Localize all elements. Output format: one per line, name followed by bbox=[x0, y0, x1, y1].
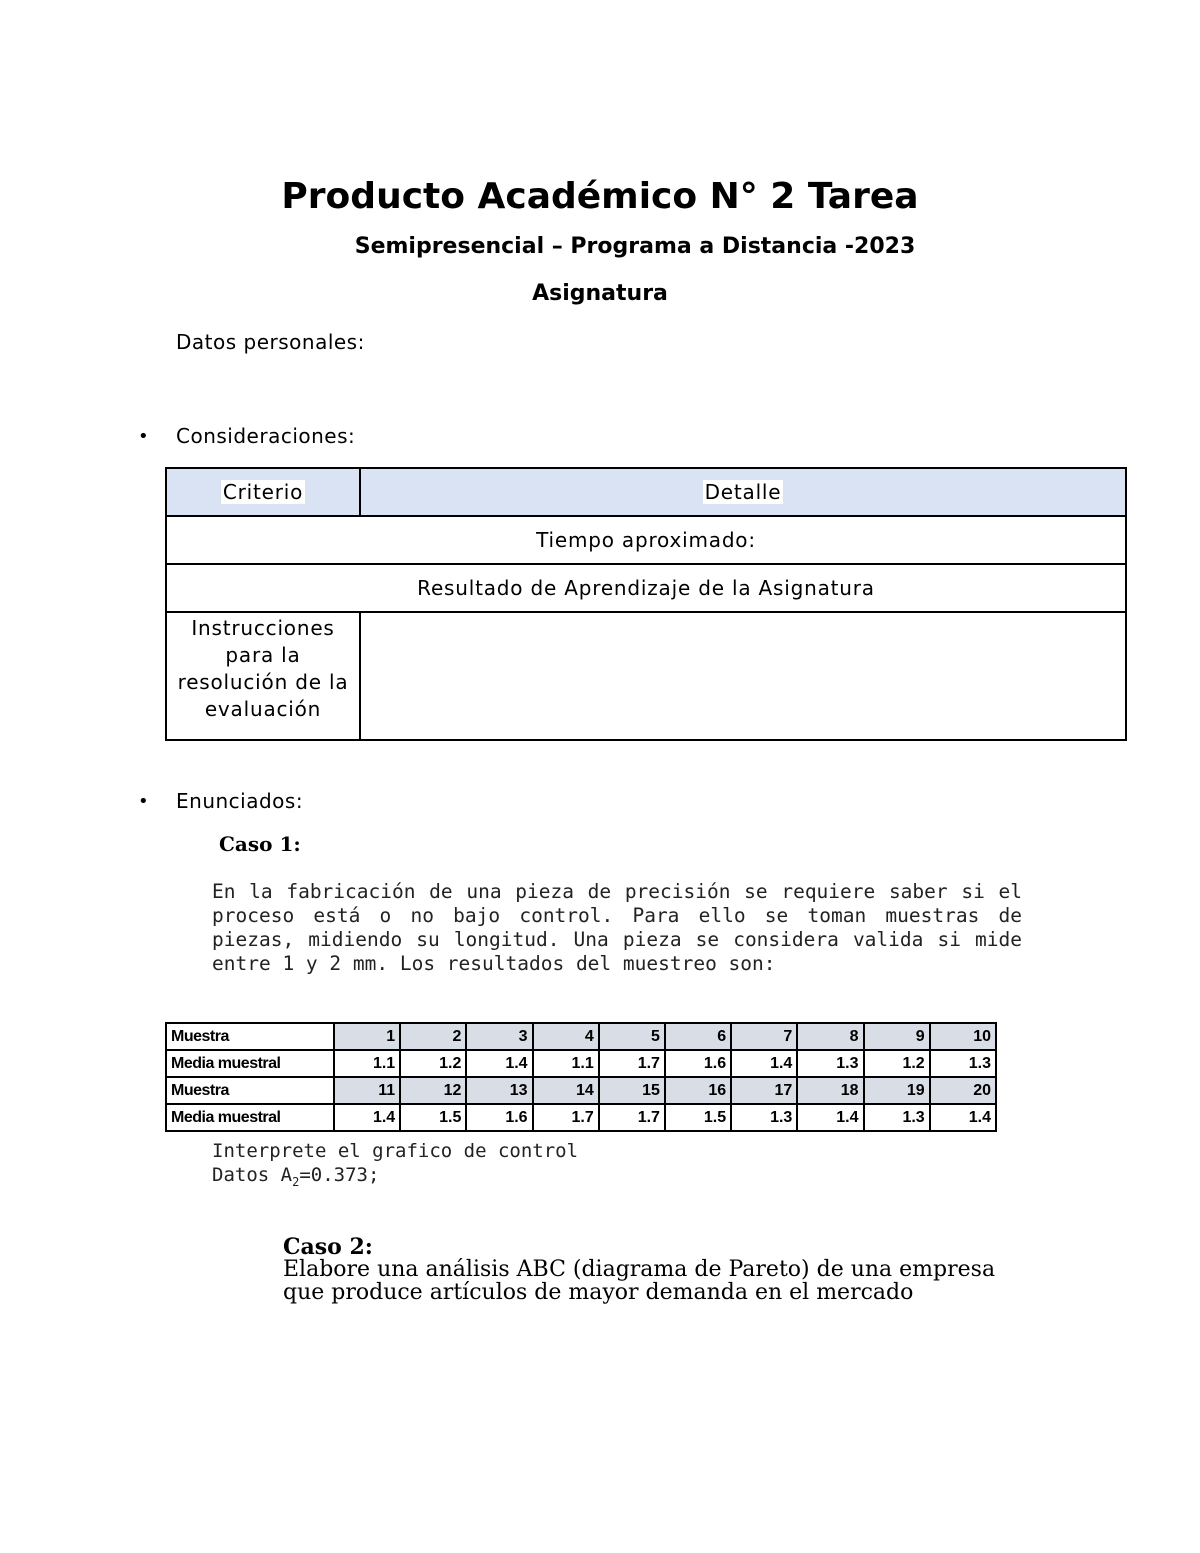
document-subtitle: Semipresencial – Programa a Distancia -2023 bbox=[354, 234, 916, 259]
mean-row-block1 bbox=[166, 1050, 996, 1077]
statements-heading: Enunciados: bbox=[176, 789, 304, 813]
personal-data-label: Datos personales: bbox=[176, 330, 365, 354]
bullet-icon: • bbox=[138, 791, 149, 812]
sample-mean: 1.6 bbox=[665, 1050, 731, 1077]
sample-number: 5 bbox=[599, 1023, 665, 1050]
sample-number: 11 bbox=[334, 1077, 400, 1104]
sample-number: 12 bbox=[400, 1077, 466, 1104]
muestra-label: Muestra bbox=[166, 1077, 334, 1104]
sample-number: 19 bbox=[864, 1077, 930, 1104]
media-label: Media muestral bbox=[166, 1050, 334, 1077]
interpret-instruction: Interprete el grafico de control bbox=[212, 1140, 579, 1162]
a2-prefix: Datos A bbox=[212, 1164, 293, 1186]
learning-outcome-row bbox=[166, 564, 1126, 612]
sample-mean: 1.1 bbox=[533, 1050, 599, 1077]
sample-row-block2 bbox=[166, 1077, 996, 1104]
detail-header-cell bbox=[360, 468, 1126, 516]
sample-mean: 1.4 bbox=[731, 1050, 797, 1077]
criterio-header: Criterio bbox=[222, 480, 304, 504]
media-label: Media muestral bbox=[166, 1104, 334, 1131]
a2-value: =0.373; bbox=[299, 1164, 380, 1186]
sample-mean: 1.7 bbox=[599, 1104, 665, 1131]
sample-mean: 1.1 bbox=[334, 1050, 400, 1077]
criteria-header-cell bbox=[166, 468, 360, 516]
bullet-icon: • bbox=[138, 426, 149, 447]
sample-number: 13 bbox=[466, 1077, 532, 1104]
sample-number: 3 bbox=[466, 1023, 532, 1050]
sample-number: 1 bbox=[334, 1023, 400, 1050]
sample-mean: 1.3 bbox=[864, 1104, 930, 1131]
sample-number: 7 bbox=[731, 1023, 797, 1050]
sample-mean: 1.7 bbox=[533, 1104, 599, 1131]
sample-number: 6 bbox=[665, 1023, 731, 1050]
instructions-row bbox=[166, 612, 1126, 740]
sample-mean: 1.5 bbox=[665, 1104, 731, 1131]
case1-title: Caso 1: bbox=[219, 832, 301, 856]
criteria-table-header bbox=[166, 468, 1126, 516]
sample-number: 8 bbox=[797, 1023, 863, 1050]
sample-number: 10 bbox=[930, 1023, 996, 1050]
sample-number: 17 bbox=[731, 1077, 797, 1104]
muestra-label: Muestra bbox=[166, 1023, 334, 1050]
a2-subscript: 2 bbox=[292, 1174, 300, 1189]
sample-mean: 1.3 bbox=[731, 1104, 797, 1131]
time-row bbox=[166, 516, 1126, 564]
sample-mean: 1.4 bbox=[466, 1050, 532, 1077]
document-title: Producto Académico N° 2 Tarea bbox=[281, 176, 919, 217]
sample-mean: 1.3 bbox=[930, 1050, 996, 1077]
sample-number: 14 bbox=[533, 1077, 599, 1104]
sample-mean: 1.5 bbox=[400, 1104, 466, 1131]
sample-mean: 1.4 bbox=[930, 1104, 996, 1131]
instructions-content-cell bbox=[360, 612, 1126, 740]
case2-title: Caso 2: bbox=[283, 1234, 373, 1260]
course-name: Asignatura bbox=[532, 281, 668, 306]
sample-number: 4 bbox=[533, 1023, 599, 1050]
case2-text: Elabore una análisis ABC (diagrama de Pareto) de una empresa que produce artículos de mayor demanda en el mercado bbox=[283, 1257, 996, 1305]
sample-mean: 1.4 bbox=[334, 1104, 400, 1131]
instructions-label: Instrucciones para la resolución de la evaluación bbox=[177, 616, 349, 721]
sample-table bbox=[165, 1022, 997, 1132]
learning-outcome-cell: Resultado de Aprendizaje de la Asignatura bbox=[166, 564, 1126, 612]
sample-mean: 1.6 bbox=[466, 1104, 532, 1131]
mean-row-block2 bbox=[166, 1104, 996, 1131]
sample-mean: 1.2 bbox=[400, 1050, 466, 1077]
sample-mean: 1.2 bbox=[864, 1050, 930, 1077]
sample-mean: 1.7 bbox=[599, 1050, 665, 1077]
sample-number: 16 bbox=[665, 1077, 731, 1104]
sample-mean: 1.4 bbox=[797, 1104, 863, 1131]
sample-number: 15 bbox=[599, 1077, 665, 1104]
sample-number: 18 bbox=[797, 1077, 863, 1104]
sample-mean: 1.3 bbox=[797, 1050, 863, 1077]
case1-text: En la fabricación de una pieza de precisión se requiere saber si el proceso está o no bajo control. Para ello se toman muestras de piezas, midiendo su longitud. Una pieza se considera valida si mide entre 1 y 2 mm. Los resultados del muestreo son: bbox=[212, 880, 1022, 975]
considerations-heading: Consideraciones: bbox=[176, 424, 356, 448]
criteria-table bbox=[165, 467, 1127, 741]
sample-number: 20 bbox=[930, 1077, 996, 1104]
sample-number: 2 bbox=[400, 1023, 466, 1050]
a2-constant bbox=[212, 1164, 379, 1189]
detalle-header: Detalle bbox=[704, 480, 782, 504]
time-cell: Tiempo aproximado: bbox=[166, 516, 1126, 564]
sample-number: 9 bbox=[864, 1023, 930, 1050]
instructions-label-cell bbox=[166, 612, 360, 740]
sample-row-block1 bbox=[166, 1023, 996, 1050]
